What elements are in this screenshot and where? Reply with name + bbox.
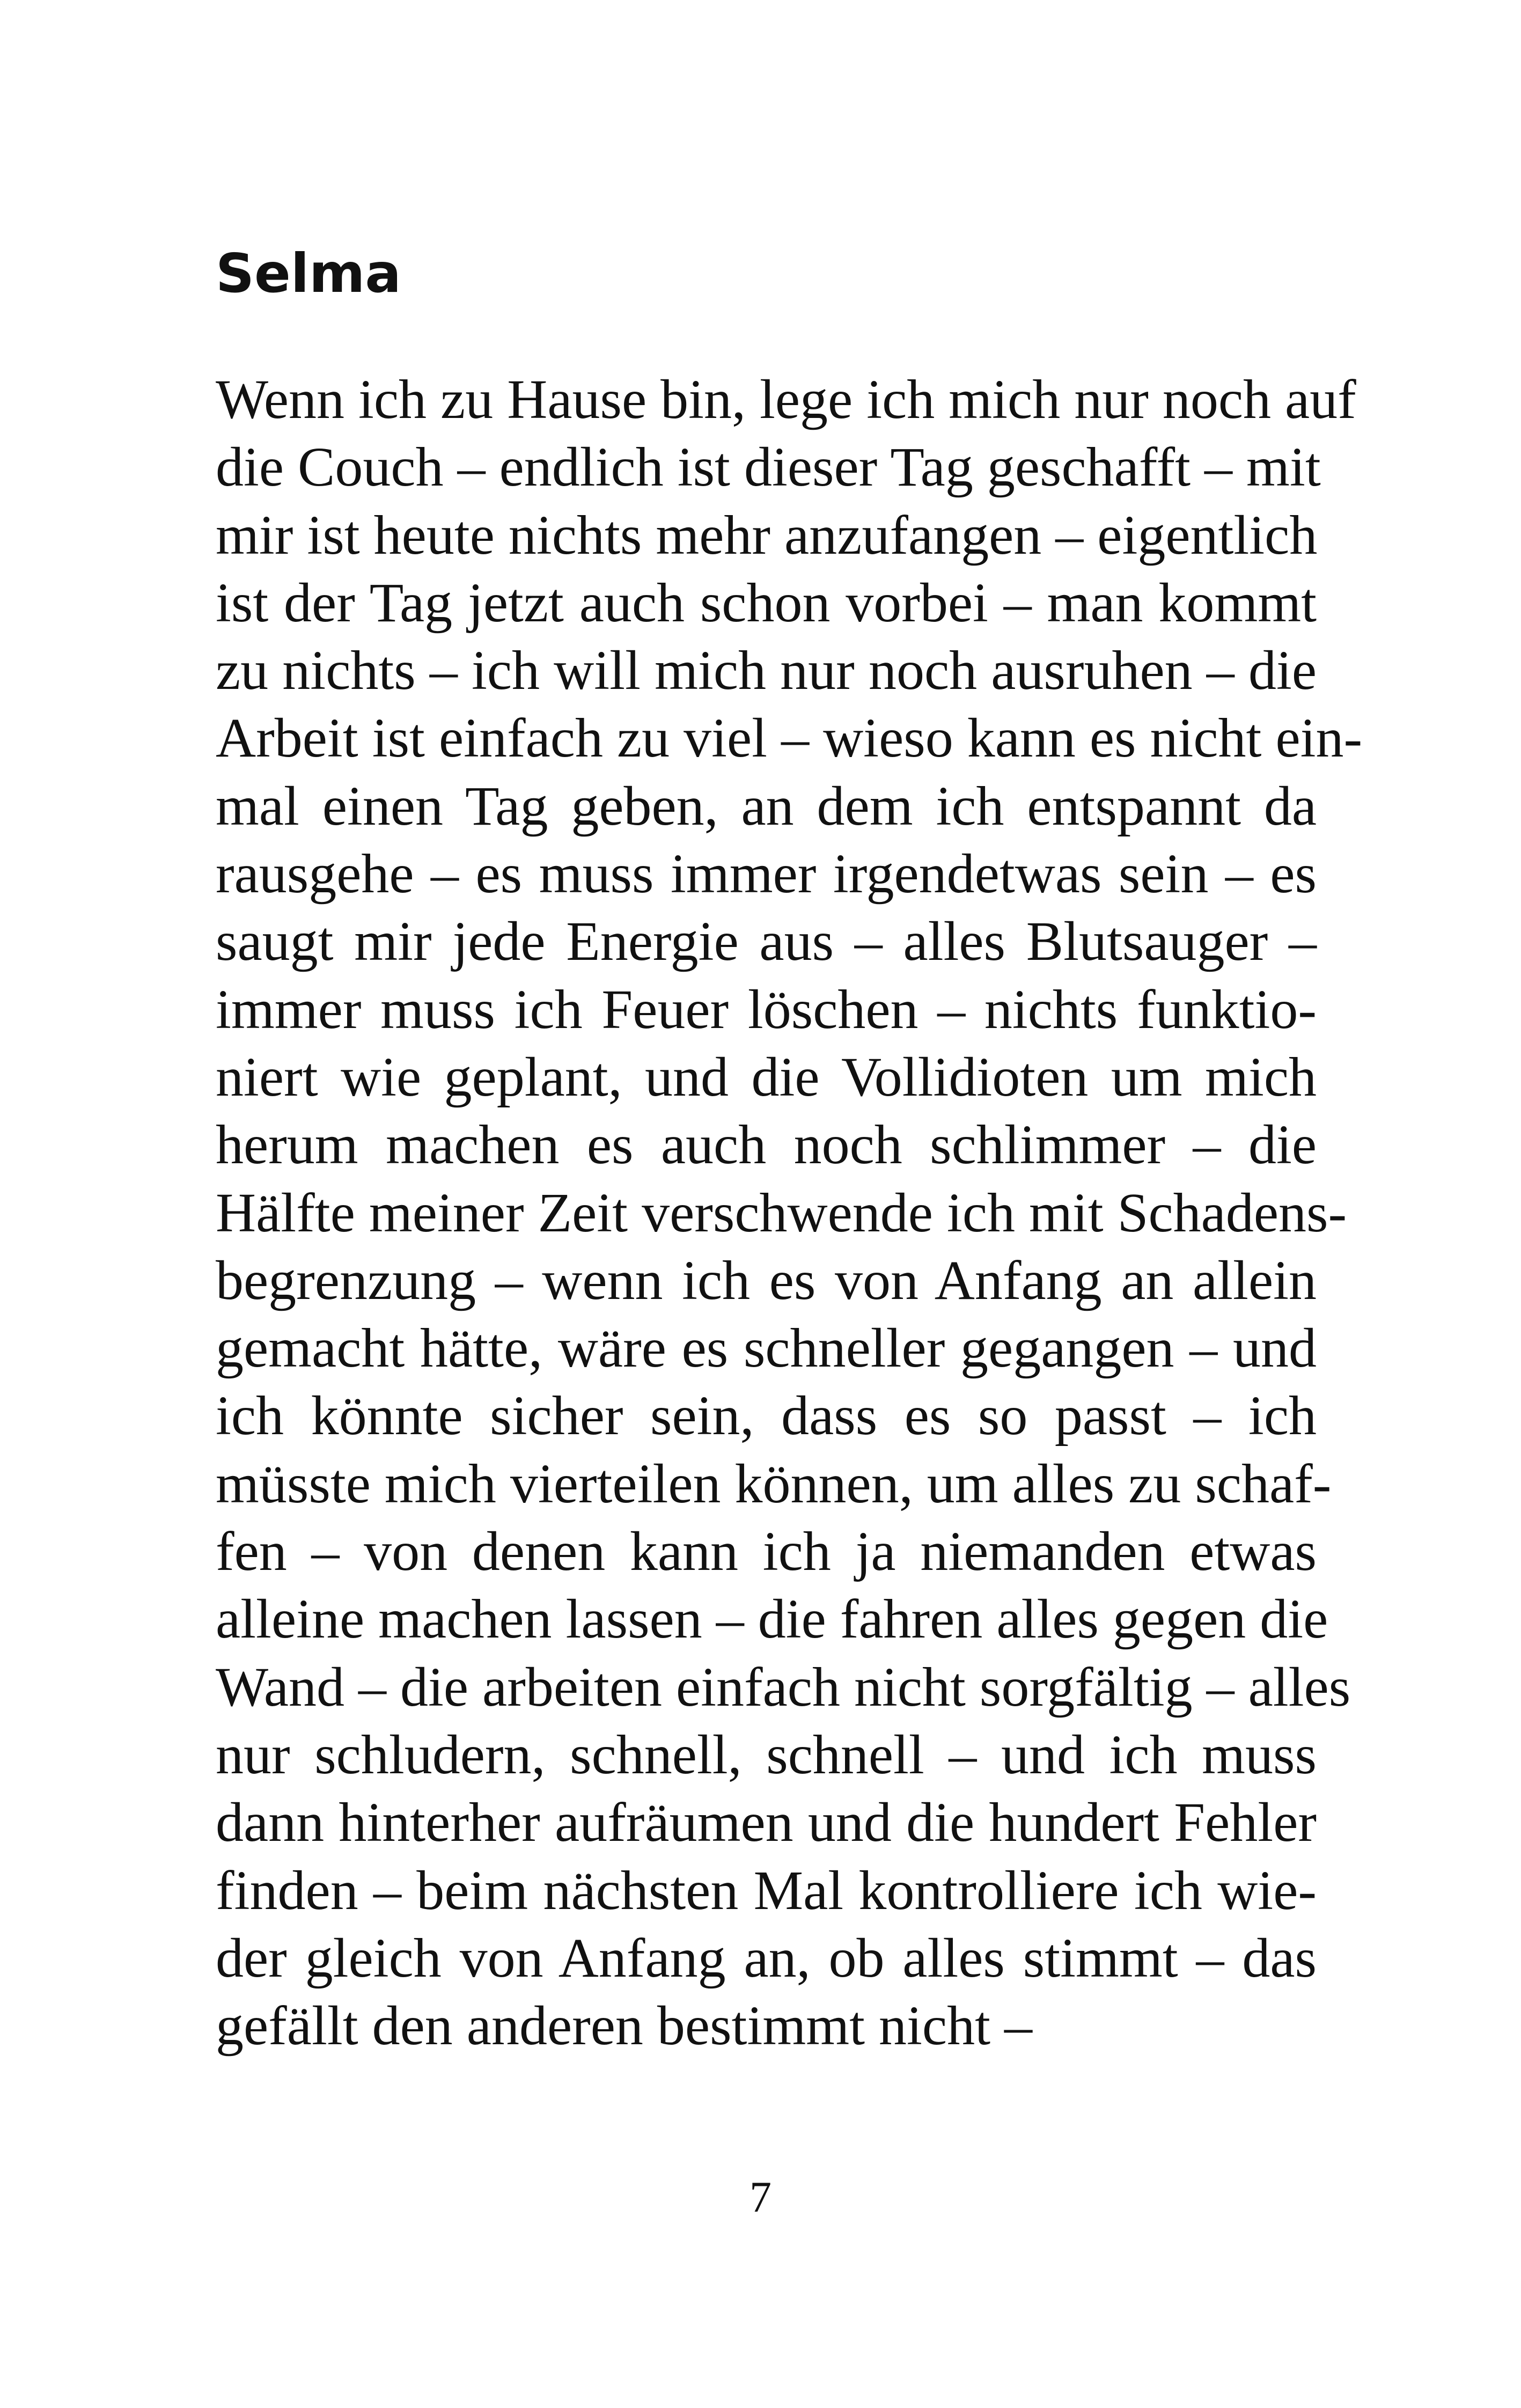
page-number: 7: [750, 2172, 771, 2221]
text-line: herum machen es auch noch schlimmer – die: [216, 1114, 1317, 1176]
text-line: fen – von denen kann ich ja niemanden etwas: [216, 1521, 1317, 1583]
body-paragraph: [216, 366, 1363, 2060]
text-line: Hälfte meiner Zeit verschwende ich mit Schadens-: [216, 1181, 1347, 1244]
text-line: müsste mich vierteilen können, um alles zu schaf-: [216, 1452, 1332, 1515]
text-line: die Couch – endlich ist dieser Tag geschafft – mit: [216, 436, 1321, 498]
text-line: gefällt den anderen bestimmt nicht –: [216, 1995, 1032, 2057]
text-line: Wand – die arbeiten einfach nicht sorgfältig – alles: [216, 1656, 1351, 1718]
text-line: rausgehe – es muss immer irgendetwas sein – es: [216, 843, 1317, 905]
text-line: Arbeit ist einfach zu viel – wieso kann es nicht ein-: [216, 707, 1363, 769]
text-line: Wenn ich zu Hause bin, lege ich mich nur noch auf: [216, 369, 1356, 430]
text-line: mal einen Tag geben, an dem ich entspannt da: [216, 775, 1317, 837]
text-line: ist der Tag jetzt auch schon vorbei – man kommt: [216, 571, 1317, 634]
text-line: alleine machen lassen – die fahren alles gegen die: [216, 1588, 1328, 1650]
text-line: gemacht hätte, wäre es schneller gegangen – und: [216, 1317, 1317, 1379]
text-line: ich könnte sicher sein, dass es so passt – ich: [216, 1385, 1317, 1447]
text-line: niert wie geplant, und die Vollidioten um mich: [216, 1046, 1317, 1108]
text-line: finden – beim nächsten Mal kontrolliere ich wie-: [216, 1859, 1317, 1921]
text-line: nur schludern, schnell, schnell – und ich muss: [216, 1723, 1317, 1786]
text-line: dann hinterher aufräumen und die hundert Fehler: [216, 1792, 1317, 1854]
chapter-title: Selma: [216, 242, 401, 305]
text-line: der gleich von Anfang an, ob alles stimmt – das: [216, 1927, 1317, 1989]
text-line: saugt mir jede Energie aus – alles Blutsauger –: [216, 911, 1317, 973]
text-line: zu nichts – ich will mich nur noch ausruhen – die: [216, 640, 1317, 702]
text-line: begrenzung – wenn ich es von Anfang an allein: [216, 1249, 1317, 1311]
text-line: immer muss ich Feuer löschen – nichts funktio-: [216, 978, 1317, 1040]
text-line: mir ist heute nichts mehr anzufangen – eigentlich: [216, 504, 1318, 566]
